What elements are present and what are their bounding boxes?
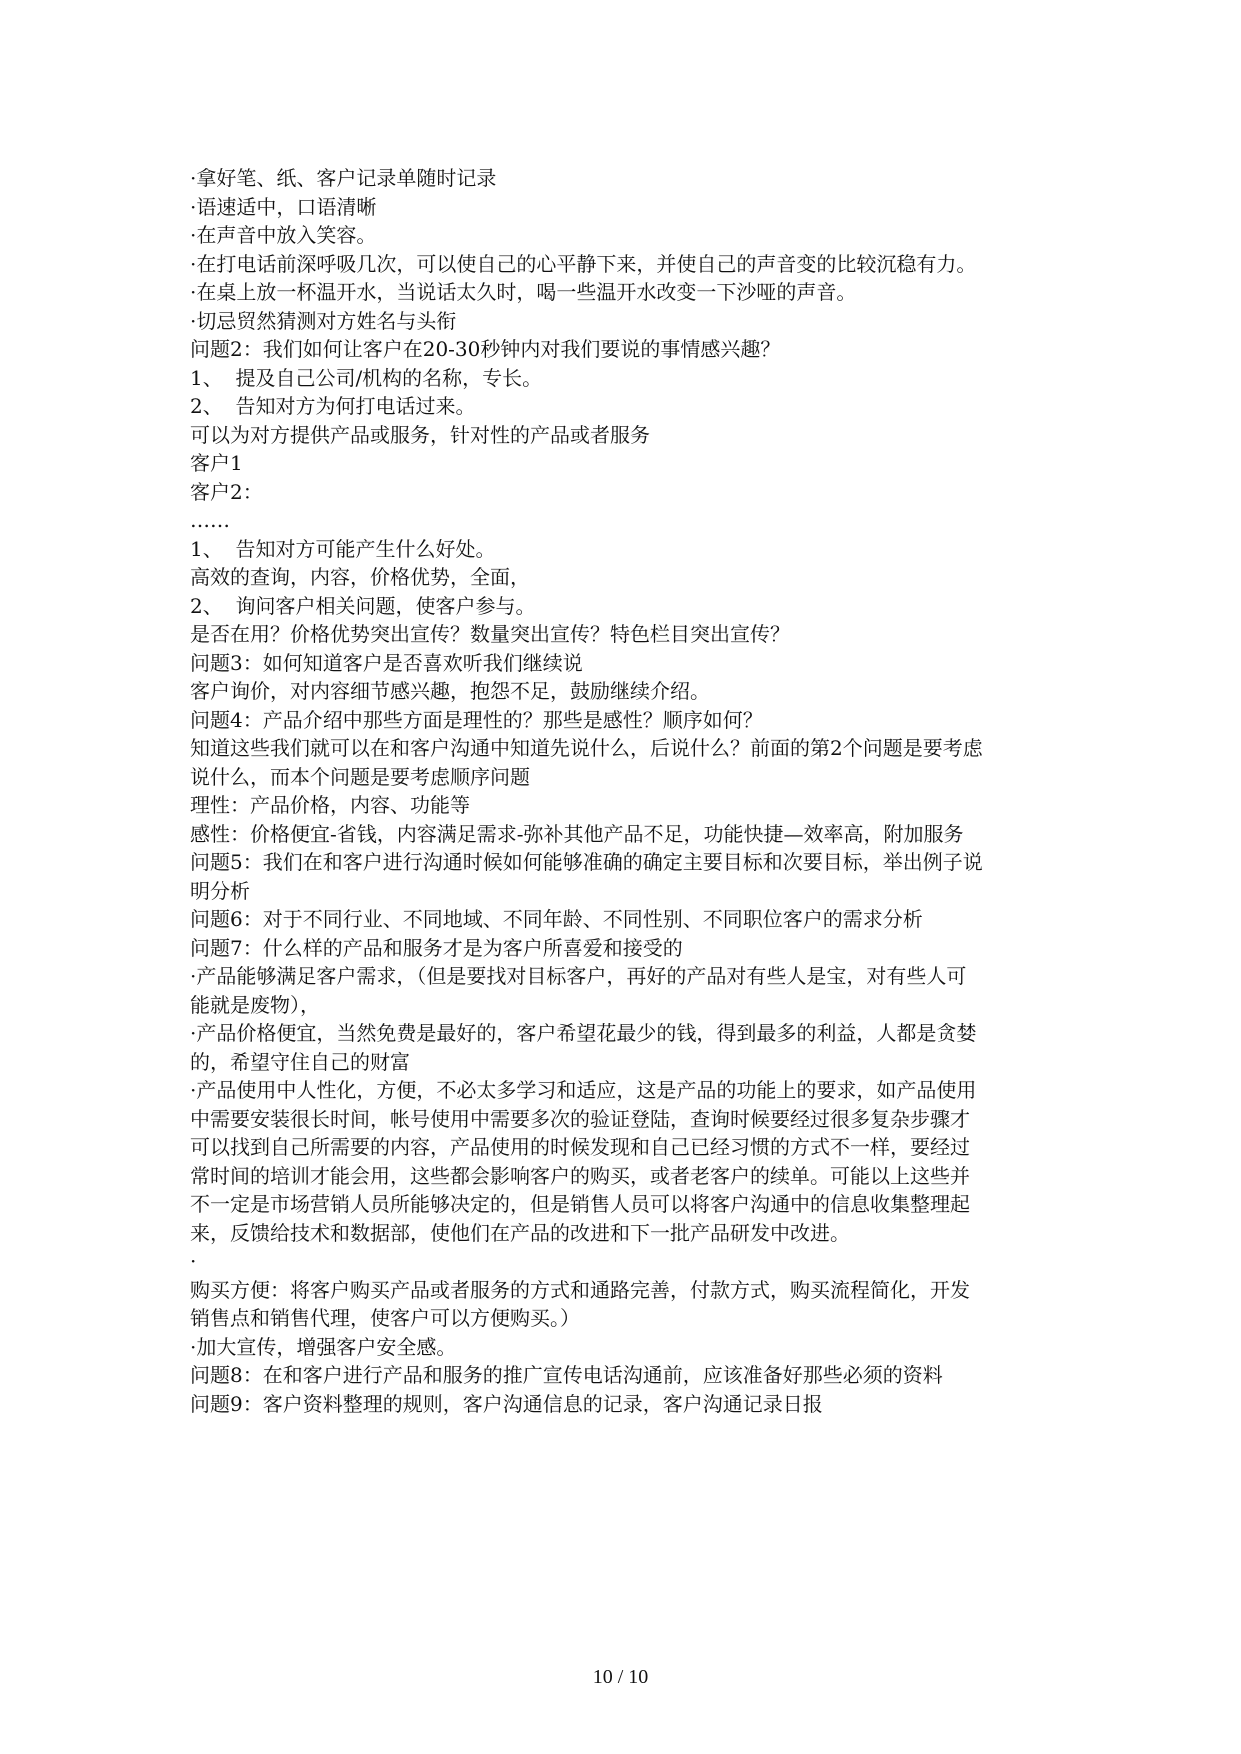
text-line: 常时间的培训才能会用，这些都会影响客户的购买，或者老客户的续单。可能以上这些并 (190, 1163, 970, 1188)
text-line: 是否在用？价格优势突出宣传？数量突出宣传？特色栏目突出宣传？ (190, 622, 790, 646)
text-line: 2、 告知对方为何打电话过来。 (190, 394, 476, 418)
text-line: 来，反馈给技术和数据部，使他们在产品的改进和下一批产品研发中改进。 (190, 1220, 850, 1245)
text-line: 知道这些我们就可以在和客户沟通中知道先说什么，后说什么？前面的第2个问题是要考虑 (190, 736, 983, 760)
text-line: 感性：价格便宜-省钱，内容满足需求-弥补其他产品不足，功能快捷—效率高，附加服务 (190, 821, 964, 846)
text-line: ·产品价格便宜，当然免费是最好的，客户希望花最少的钱，得到最多的利益，人都是贪婪 (190, 1021, 977, 1045)
page-number: 10 / 10 (592, 1666, 649, 1688)
text-line: 问题7：什么样的产品和服务才是为客户所喜爱和接受的 (190, 935, 683, 960)
text-line: ·在打电话前深呼吸几次，可以使自己的心平静下来，并使自己的声音变的比较沉稳有力。 (190, 251, 977, 276)
text-line: 明分析 (190, 878, 250, 903)
text-line: 购买方便：将客户购买产品或者服务的方式和通路完善，付款方式，购买流程简化，开发 (190, 1277, 970, 1302)
text-line: ·在桌上放一杯温开水，当说话太久时，喝一些温开水改变一下沙哑的声音。 (190, 280, 857, 304)
text-line: ·语速适中，口语清晰 (190, 194, 377, 219)
text-line: 客户1 (190, 451, 243, 475)
text-line: 1、 告知对方可能产生什么好处。 (190, 536, 496, 561)
text-line: ·拿好笔、纸、客户记录单随时记录 (190, 166, 497, 190)
text-line: ·切忌贸然猜测对方姓名与头衔 (190, 308, 457, 333)
text-line: 1、 提及自己公司/机构的名称，专长。 (190, 365, 543, 390)
text-line: 中需要安装很长时间，帐号使用中需要多次的验证登陆，查询时候要经过很多复杂步骤才 (190, 1106, 970, 1131)
document-body (190, 164, 1055, 1418)
text-line: ·在声音中放入笑容。 (190, 223, 377, 247)
text-line: 客户2： (190, 479, 263, 504)
text-line: 说什么，而本个问题是要考虑顺序问题 (190, 764, 530, 789)
text-line: 问题2：我们如何让客户在20-30秒钟内对我们要说的事情感兴趣？ (190, 337, 781, 361)
text-line: 销售点和销售代理，使客户可以方便购买。） (190, 1306, 580, 1330)
text-line: 问题9：客户资料整理的规则，客户沟通信息的记录，客户沟通记录日报 (190, 1391, 823, 1416)
text-line: ·加大宣传，增强客户安全感。 (190, 1334, 457, 1359)
text-line: 问题3：如何知道客户是否喜欢听我们继续说 (190, 650, 583, 675)
text-line: 问题4：产品介绍中那些方面是理性的？那些是感性？顺序如何？ (190, 707, 763, 732)
text-line: 2、 询问客户相关问题，使客户参与。 (190, 593, 536, 618)
text-line: 的，希望守住自己的财富 (190, 1049, 410, 1074)
text-line: 可以找到自己所需要的内容，产品使用的时候发现和自己已经习惯的方式不一样，要经过 (190, 1135, 970, 1159)
text-line: 高效的查询，内容，价格优势，全面， (190, 565, 530, 589)
text-line: 问题6：对于不同行业、不同地域、不同年龄、不同性别、不同职位客户的需求分析 (190, 907, 923, 931)
text-line: · (190, 1249, 197, 1273)
text-line: 能就是废物）， (190, 992, 320, 1017)
text-line: …… (190, 508, 230, 532)
text-line: 客户询价，对内容细节感兴趣，抱怨不足，鼓励继续介绍。 (190, 679, 710, 703)
text-line: ·产品能够满足客户需求，（但是要找对目标客户，再好的产品对有些人是宝，对有些人可 (190, 964, 967, 988)
text-line: ·产品使用中人性化，方便，不必太多学习和适应，这是产品的功能上的要求，如产品使用 (190, 1078, 977, 1102)
text-line: 问题5：我们在和客户进行沟通时候如何能够准确的确定主要目标和次要目标，举出例子说 (190, 850, 983, 874)
text-line: 问题8：在和客户进行产品和服务的推广宣传电话沟通前，应该准备好那些必须的资料 (190, 1363, 943, 1387)
text-line: 不一定是市场营销人员所能够决定的，但是销售人员可以将客户沟通中的信息收集整理起 (190, 1192, 970, 1216)
text-line: 理性：产品价格，内容、功能等 (190, 793, 470, 817)
text-line: 可以为对方提供产品或服务，针对性的产品或者服务 (190, 422, 650, 447)
